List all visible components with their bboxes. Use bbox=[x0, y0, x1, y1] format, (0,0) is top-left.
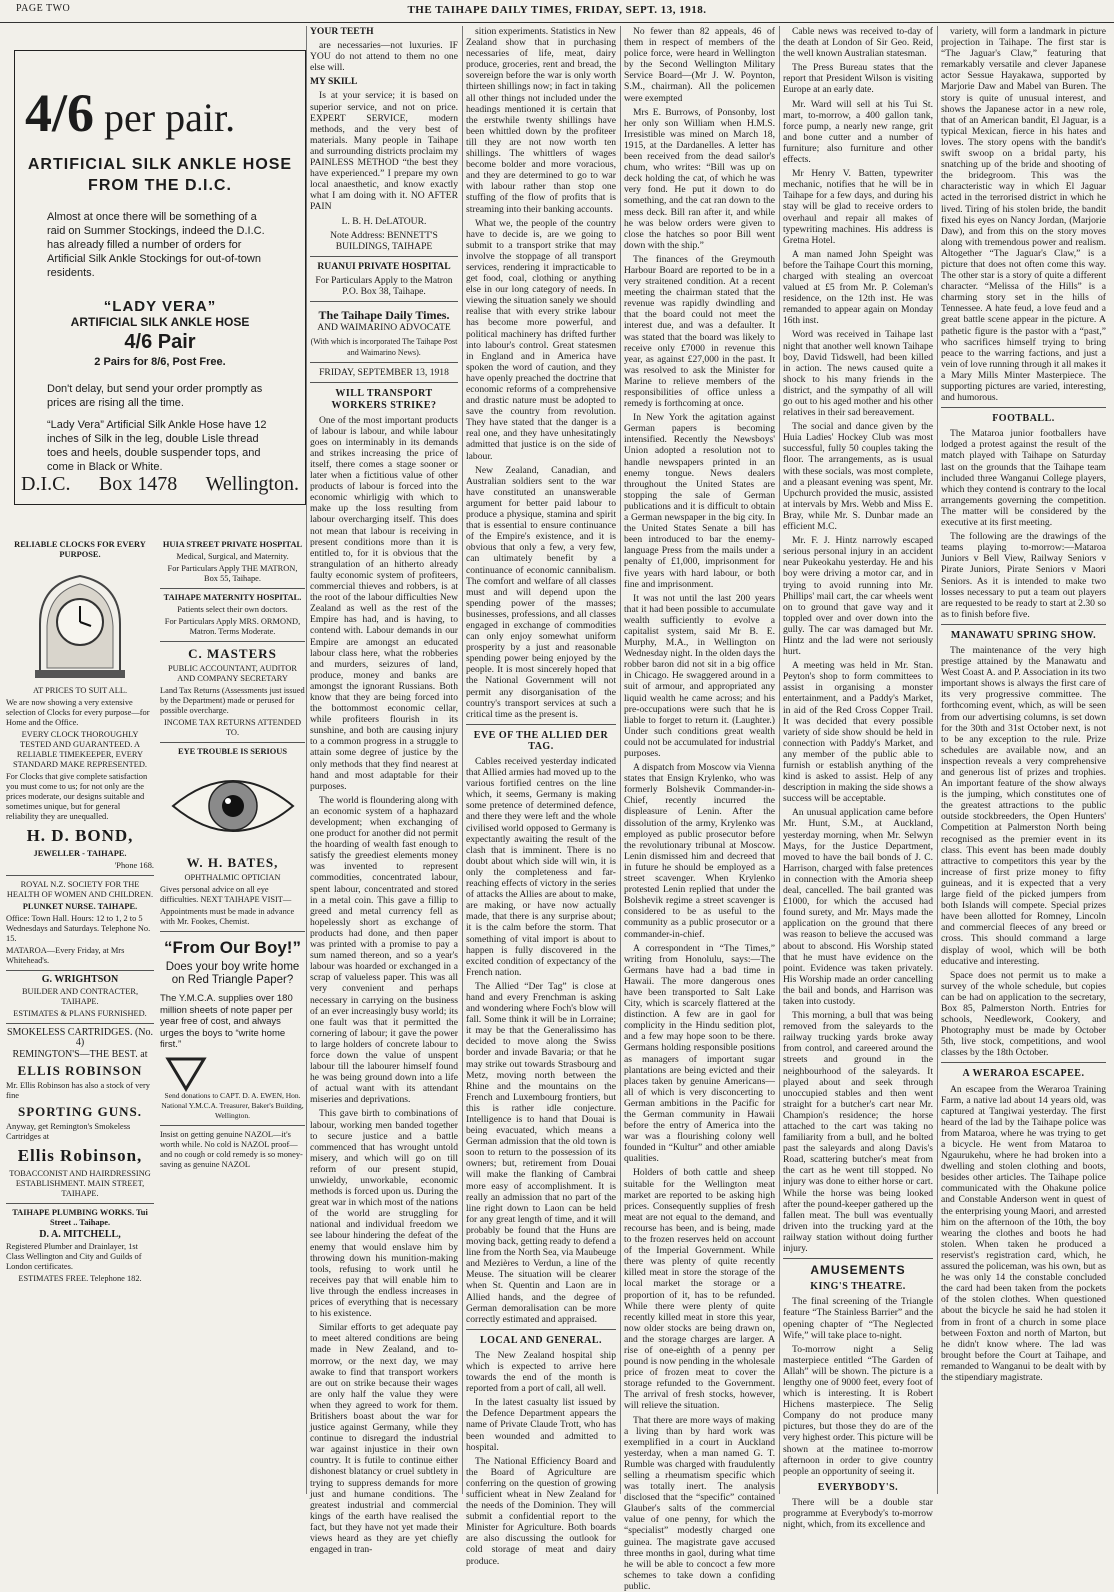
col6-p1: variety, will form a landmark in picture projection in Taihape. The first star is “The Jaguar's Claw,” featuring that remarkably versatile and clever Japanese actor Sessue Hayakawa, supported by Marjorie Daw and Mabel van Buren. The story is quite of unusual interest, and shows the Japanese actor in a new role, that of an American bandit, El Jaguar, is a typical Mexican, fierce in his hates and loves. The story opens with the bandit's swift swoop on a bridal party, his snatching up of the bride and shooting of the bridegroom. This was the characteristic way in which El Jaguar acted in the terrorised district in which he lived. Tiring of his stolen bride, the bandit fixed his eyes on Nancy Jordan, (Marjorie Daw), and from this on the story moves along with tremendous power and realism. Altogether “The Jaguar's Claw,” is a picture that does not often come this way. The other star is a story of quite a different character. “Melissa of the Hills” is a charming story set in the hills of Tennessee. A hate feud, a love feud and a great battle scene appear in the picture. A pathetic figure is the pastor with a “past,” who sacrifices himself trying to bring peace to the warring factions, and just a vein of love running through it all makes it a Mary Mills Minter Masterpiece. The supporting pictures are varied, interesting, and humorous. bbox=[941, 26, 1106, 404]
col3-p5: The Allied “Der Tag” is close at hand and every Frenchman is asking and wondering where Foch's blow will fall. Some think it will be in Lorraine; it may be that the Generalissimo has decided to move along the Swiss border and invade Bavaria; or that he may strike out towards Strasbourg and Metz, moving north between the Rhine and the mountains on the French and Luxembourg frontiers, but this is rather idle conjecture. Intelligence is to hand that Douai is being evacuated, which means a German admission that the old town is soon to return to the possession of its owners; but, retirement from Douai will make the flanking of Cambrai more easy of accomplishment. It is really an admission that no part of the line right down to Laon can be held for any great length of time, and it will probably be found that the Huns are moving back, getting ready to defend a line from the North Sea, via Maubeuge and Mezières to Verdun, a line of the Meuse. The situation will be clearer when St. Quentin and Laon are in Allied hands, and the degree of German demoralisation can be more correctly estimated and appraised. bbox=[466, 980, 616, 1325]
ymca-text: The Y.M.C.A. supplies over 180 million sheets of note paper per year free of cost, and always urges the boys to “write home first.” bbox=[160, 993, 293, 1050]
skill-text: Is at your service; it is based on superior service, and not on price. EXPERT SERVICE, modern methods, and the very best of materials. Many people in Taihape and surrounding districts proclaim my PAINLESS METHOD “the best they have experienced.” I prepare my own local anaesthetic, and know exactly what I am doing with it. NO AFTER PAIN bbox=[310, 90, 458, 213]
estimates-plans: ESTIMATES & PLANS FURNISHED. bbox=[13, 1009, 147, 1018]
column-rule bbox=[620, 26, 621, 1494]
col4-p1: No fewer than 82 appeals, 46 of them in respect of members of the police force, were heard in Wellington by the Second Wellington Military Service Board—(Mr J. W. Poynton, S.M., chairman). All the policemen were exempted bbox=[624, 26, 775, 104]
col4-p4: In New York the agitation against German papers is becoming intensified. Recently the Newsboys' Union adopted a resolution not to handle newspapers printed in an enemy tongue. News dealers throughout the United States are stopping the sale of German publications and it is difficult to obtain a German newspaper in the big city. In the United States Senate a bill has been introduced to bar the enemy-language Press from the mails under a penalty of £1,000, imprisonment for five years with hard labour, or both fine and imprisonment. bbox=[624, 412, 775, 590]
col5-p9: A meeting was held in Mr. Stan. Peyton's shop to form committees to assist in organising a monster entertainment, and a Paddy's Market, in aid of the Red Cross Copper Trail. It was decided that every possible variety of side show should be held in connection with Paddy's Market, and any member of the public able to furnish or establish anything of the kind is asked to assist. Help of any description in making the side shows a success will be acceptable. bbox=[783, 660, 933, 805]
ymca-send: Send donations to CAPT. D. A. EWEN, Hon. National Y.M.C.A. Treasurer, Baker's Building, Wellington. bbox=[161, 1090, 304, 1120]
col3-p2: What we, the people of the country have to decide is, are we going to submit to a transport strike that may involve the stoppage of all transport services, rendering it impracticable to get food, coal, clothing or anything else in our long category of needs. In viewing the situation sanely we should realise that with every strike labour has become more powerful, and political machinery has drifted further into labour's control. Great statesmen in England and in America have spoken the word of caution, and they have openly preached the doctrine that economic reforms of a comprehensive and drastic nature must be adopted to save the country from revolution. They have stated that the danger is a real one, and they have unhesitatingly admitted that justice is on the side of labour. bbox=[466, 217, 616, 462]
huia-hospital: HUIA STREET PRIVATE HOSPITAL bbox=[162, 540, 303, 549]
royal-society: ROYAL N.Z. SOCIETY FOR THE HEALTH OF WOMEN AND CHILDREN. bbox=[6, 880, 154, 899]
remington: REMINGTON'S—THE BEST. at bbox=[12, 1049, 148, 1060]
col4-p9: That there are more ways of making a living than by hard work was exemplified in a court in Auckland yesterday, when a man named G. T. Rumble was charged with fraudulently selling a rheumatism specific which was totally inert. The analysis disclosed that the “specific” contained Glauber's salts of the commercial value of one penny, for which the “specialist” modestly charged one guinea. The magistrate gave accused three months in gaol, during what time he will be able to concoct a few more schemes to take down a confiding public. bbox=[624, 1414, 775, 1592]
teeth-text: are necessaries—not luxuries. IF YOU do not attend to them no one else will. bbox=[310, 40, 458, 74]
col4-p5: It was not until the last 200 years that it had been possible to accumulate wealth sufficiently to evolve a capitalist system, said Mr B. E. Murphy, M.A., in Wellington on Wednesday night. In the olden days the robber baron did not sit in a big office in Chicago. He swaggered around in a suit of armour, and appropriated any liquid wealth he came across; and his pre-occupations were such that he is liable to forget to return it. (Laughter.) Under such conditions great wealth could not be accumulated for industrial purposes. bbox=[624, 592, 775, 759]
editorial-p4: Similar efforts to get adequate pay to meet altered conditions are being made in New Zealand, and to-morrow, or the next day, we may awake to find that transport workers are out on strike because their wages are only half the value they were when they agreed to work for them. Britishers boast about the war for justice against Germany, while they continue to disregard the industrial war against injustice in their own country. It is futile to continue either dishonest blatancy or cruel subtlety in trying to suppress demands for more just and humane conditions. The greatest industrial and commercial kings of the earth have realised the fact, but they have not yet made their views heard as they are yet chiefly engaged in tran- bbox=[310, 1322, 458, 1556]
masters-sub: PUBLIC ACCOUNTANT, AUDITOR AND COMPANY SECRETARY bbox=[167, 664, 298, 683]
plumbing-works: TAIHAPE PLUMBING WORKS. Tui Street .. Taihape. bbox=[12, 1208, 148, 1227]
huia-sub: Medical, Surgical, and Maternity. bbox=[176, 552, 289, 561]
ellis-robinson-2: Ellis Robinson, bbox=[17, 1146, 143, 1165]
col6-p3: The following are the drawings of the teams playing to-morrow:—Mataroa Juniors v Bell View, Railway Seniors v Pirate Juniors, Pirate Seniors v Maori Seniors. As it is intended to make two losses necessary to put a team out players are requested to be ready to start at 2.30 so as to finish before five. bbox=[941, 531, 1106, 620]
col5-p7: The social and dance given by the Huia Ladies' Hockey Club was most successful, fully 50 couples taking the floor. The arrangements, as is usual with these socials, was most complete, and a pleasant evening was spent, Mr. Upchurch provided the music, assisted at intervals by Mrs. Webb and Miss E. Bray, while Mr. S. Dunbar made an efficient M.C. bbox=[783, 421, 933, 533]
col5-p10: An unusual application came before Mr. Hunt, S.M., at Auckland, yesterday morning, when Mr. Selwyn Mays, for the Justice Department, moved to have the bail bonds of J. C. Harrison, charged with false pretences in connection with the Amoria sheep deal, cancelled. The bail granted was £1000, for which the accused had found surety, and Mr. Mays made the application on the ground that there was reason to believe the accused was about to abscond. His Worship stated that he must have evidence on the point. Evidence was taken privately. His Worship made an order cancelling the bail and bonds, and Harrison was taken into custody. bbox=[783, 807, 933, 1007]
col5-p1: Cable news was received to-day of the death at London of Sir Geo. Reid, the well known Australian statesman. bbox=[783, 26, 933, 60]
col4-p2: Mrs E. Burrows, of Ponsonby, lost her only son William when H.M.S. Irresistible was mined on March 18, 1915, at the Dardanelles. A letter has been received from the dead sailor's chum, who writes: “Bill was up on deck holding the cat, of which he was very fond. He put it down to do something, and the cat ran down to the mess deck. Bill ran after it, and while he was below orders were given to close the hatches so poor Bill went down with the ship.” bbox=[624, 106, 775, 251]
ad-body: Almost at once there will be something of a raid on Summer Stockings, indeed the D.I.C. has already filled a number of orders for Artificial Silk Ankle Stockings for out-of-town residents. bbox=[47, 211, 265, 279]
column-3 bbox=[466, 26, 616, 1567]
taihape-maternity: TAIHAPE MATERNITY HOSPITAL. bbox=[163, 593, 302, 602]
ad-footer: D.I.C. Box 1478 Wellington. bbox=[21, 473, 299, 495]
two-pairs-offer: 2 Pairs for 8/6, Post Free. bbox=[94, 356, 226, 368]
lady-vera-price: 4/6 Pair bbox=[124, 331, 196, 353]
wrightson: G. WRIGHTSON bbox=[41, 974, 119, 985]
bond-line: JEWELLER - TAIHAPE. bbox=[33, 849, 127, 858]
newspaper-title: THE TAIHAPE DAILY TIMES, FRIDAY, SEPT. 13, 1918. bbox=[407, 4, 707, 16]
red-triangle-icon bbox=[166, 1057, 206, 1091]
page-marker: PAGE TWO bbox=[16, 3, 71, 14]
ellis-robinson: ELLIS ROBINSON bbox=[17, 1063, 143, 1078]
paper-title: The Taihape Daily Times. bbox=[318, 308, 450, 323]
local-general-heading: LOCAL AND GENERAL. bbox=[479, 1334, 603, 1346]
eye-illustration bbox=[168, 761, 298, 851]
eye-trouble: EYE TROUBLE IS SERIOUS bbox=[178, 747, 287, 756]
taihape-maternity-sub: Patients select their own doctors. bbox=[177, 605, 288, 614]
col5-p11: This morning, a bull that was being removed from the saleyards to the railway trucking yards broke away from control, and careered around the streets and ground in the neighbourhood of the saleyards. It played about and seek through unoccupied stables and then went straight for a butcher's cart near Mr. Champion's residence; the horse attached to the cart was taking no familiarity from a bull, and he bolted past the saleyards and along Davis's Road, scattering butcher's meat from the cart as he went till stopped. No injury was done to either horse or cart. While the horse was being looked after the pound-keeper gathered up the fallen meat. The bull was eventually driven into the trucking yard at the railway station without doing further injury. bbox=[783, 1010, 933, 1255]
editorial-date: FRIDAY, SEPTEMBER 13, 1918 bbox=[319, 367, 449, 379]
col3-p4: Cables received yesterday indicated that Allied armies had moved up to the various fortified centres on the line which, it seems, Germany is making some pretence of determined defence, and there they were left and the whole civilised world opposed to Germany is expectantly awaiting the result of the clash that is imminent. There is no doubt about which side will win, it is only the completeness and far-reaching effects of victory in the series of attacks the Allies are about to make, are making, or have now actually made, that there is any surprise about; it is the calm before the storm. That something of vital import is about to happen is fully discovered in the excited condition of expectancy of the French nation. bbox=[466, 756, 616, 978]
wrightson-sub: BUILDER AND CONTRACTER, TAIHAPE. bbox=[21, 987, 139, 1006]
editorial-p1: One of the most important products of labour is labour, and while labour goes on interminably in its demands and strikes increasing the price of itself, there comes a stage sooner or later when a fictitious value of other products of labour is forced into the economic whirligig with which to make up the loss resulting from labour overcharging itself. This does not mean that labour is receiving in present conditions more than it is entitled to, for it is obvious that the strangulation of an hitherto already faulty economic system of profiteers, commercial thieves and robbers, is at the root of the labour difficulties New Zealand as well as the rest of the Empire has had, and is having, to contend with. Labour demands in our Empire are amongst an educated labour class here, what the robberies and murders, seizures of land, produce, money and banks are amongst the ignorant Russians. Both know that they are being forced into the bottommost economic cellar, while profiteers flourish in its sunshine, and both are causing injury to a common progress in a struggle to attain some degree of justice by the only methods that they find nearest at hand and most adaptable for their purposes. bbox=[310, 414, 458, 792]
tobacconist: TOBACCONIST AND HAIRDRESSING ESTABLISHMENT. MAIN STREET, TAIHAPE. bbox=[9, 1169, 151, 1198]
col5-p13: To-morrow night a Selig masterpiece entitled “The Garden of Allah” will be shown. The picture is a lengthy one of 9000 feet, every foot of which is interesting. It is Robert Hichens masterpiece. The Selig Company do not produce many pictures, but those they do are of the very highest order. This picture will be shown at the matinee to-morrow afternoon in order to give country people an opportunity of seeing it. bbox=[783, 1343, 933, 1477]
dentist-name: L. B. H. DeLATOUR. bbox=[341, 215, 427, 227]
amusements-heading: AMUSEMENTS bbox=[810, 1263, 906, 1278]
ad-body-2: Don't delay, but send your order promptly as prices are rising all the time. bbox=[47, 383, 263, 409]
ellis-text: Mr. Ellis Robinson has also a stock of very fine bbox=[6, 1081, 150, 1100]
plunket-nurse: PLUNKET NURSE. TAIHAPE. bbox=[22, 902, 138, 911]
col4-p6: A dispatch from Moscow via Vienna states that Ensign Krylenko, who was formerly Bolshevik Commander-in-Chief, recently incurred the displeasure of Lenin. After the dissolution of the army, Krylenko was employed as public prosecutor before the revolutionary tribunal at Moscow. Lenin dismissed him and decreed that in future he should be employed as a street scavenger. When Krylenko protested Lenin replied that under the Bolshevik regime a street scavenger is considered to be as useful to the community as a public prosecutor or a commander-in-chief. bbox=[624, 762, 775, 940]
column-rule bbox=[306, 26, 307, 1494]
paper-subtitle: AND WAIMARINO ADVOCATE bbox=[317, 322, 451, 334]
col5-p4: Mr Henry V. Batten, typewriter mechanic, notifies that he will be in Taihape for a few days, and during his stay will be glad to receive orders to overhaul and repair all makes of typewriting machines. His address is Gretna Hotel. bbox=[783, 168, 933, 246]
col5-p2: The Press Bureau states that the report that President Wilson is visiting Europe at an early date. bbox=[783, 62, 933, 96]
col5-p8: Mr. F. J. Hintz narrowly escaped serious personal injury in an accident near Pukeokahu yesterday. He and his boy were driving a motor car, and in trying to avoid running into Mr. Phillips' mail cart, the car wheels went on to ground that gave way and it toppled over and over down into the gully. The car was damaged but Mr. Hintz and the lad were not seriously hurt. bbox=[783, 535, 933, 658]
column-5 bbox=[783, 26, 933, 1531]
ad-price: 4/6 per pair. bbox=[25, 83, 236, 143]
masters-name: C. MASTERS bbox=[188, 646, 277, 661]
col3-p8: The National Efficiency Board and the Board of Agriculture are conferring on the question of growing sufficient wheat in New Zealand for the needs of the Dominion. They will submit a confidential report to the Minister for Agriculture. Both boards are also discussing the outlook for cold storage of meat and dairy produce. bbox=[466, 1455, 616, 1567]
column-rule bbox=[937, 26, 938, 1494]
col5-p3: Mr. Ward will sell at his Tui St. mart, to-morrow, a 400 gallon tank, force pump, a nearly new range, grit and bone cutter and a number of furniture; also furniture and other effects. bbox=[783, 98, 933, 166]
bates-sub: OPHTHALMIC OPTICIAN bbox=[184, 873, 281, 882]
dic-advertisement bbox=[14, 50, 306, 505]
col4-p3: The finances of the Greymouth Harbour Board are reported to be in a very straitened condition. At a recent meeting the chairman stated that the revenue was rapidly dwindling and that the board could not meet the interest due, and was a defaulter. It was stated that the board was likely to receive only £7000 in revenue this year, as against £27,000 in the past. It was resolved to ask the Minister for Marine to relieve members of the responsibilities of office unless a remedy is forthcoming at once. bbox=[624, 253, 775, 410]
clocks-text: We are now showing a very extensive selection of Clocks for every purpose—for Home and the Office. bbox=[6, 698, 150, 727]
bates-text: Gives personal advice on all eye difficulties. NEXT TAIHAPE VISIT— bbox=[160, 885, 292, 904]
kings-theatre-heading: KING'S THEATRE. bbox=[810, 1281, 906, 1293]
anyway-text: Anyway, get Remington's Smokeless Cartridges at bbox=[6, 1122, 131, 1141]
col3-p7: In the latest casualty list issued by the Defence Department appears the name of Private Claude Trott, who has been wounded and admitted to hospital. bbox=[466, 1397, 616, 1453]
col6-p4: The maintenance of the very high prestige attained by the Manawatu and West Coast A. and P. Association in its two important shows is always the first care of its very progressive committee. The forthcoming event, which, as will be seen from our advertising columns, is set down for the 30th and 31st October next, is not to be any exception to the rule. Prize schedules are available now, and an inspection reveals a very comprehensive and generous list of prizes and trophies. An important feature of the show always is the jumping, which constitutes one of the greatest attractions to the public outside stockbreeders, the Open Hunters' Competition at Palmerston North being recognised as the premier event in its class. This event has been made doubly attractive to competitors this year by the increase of first prize money to fifty guineas, and it is expected that a very large field of the picked jumpers from both Islands will compete. Special prizes have been allotted for Romney, Lincoln and commercial fleeces of any breed or cross. This should command a large display of wool, which will be both educative and interesting. bbox=[941, 644, 1106, 967]
bond-phone: 'Phone 168. bbox=[114, 861, 154, 870]
column-6 bbox=[941, 26, 1106, 1494]
dentist-address: Note Address: BENNETT'S BUILDINGS, TAIHAPE bbox=[330, 229, 438, 252]
clocks-heading: RELIABLE CLOCKS FOR EVERY PURPOSE. bbox=[14, 540, 146, 559]
editorial-p3: This gave birth to combinations of labour, working men banded together to secure justice and a battle commenced that has wrought untold misery, and which will go on till reform of our present stupid, unwieldy, unworkable, economic methods is forced upon us. During the great war in which most of the nations of the world are struggling for national and individual freedom we see labour hindering the defeat of the enemy that would enslave him by throwing down his munition-making tools, refusing to work until he receives pay that will enable him to live through the endless increases in prices of everything that is necessary to his existence. bbox=[310, 1108, 458, 1320]
smokeless-cartridges: SMOKELESS CARTRIDGES. (No. 4) bbox=[6, 1027, 154, 1048]
col5-p6: Word was received in Taihape last night that another well known Taihape boy, David Tidswell, had been killed in action. The news caused quite a shock to his many friends in the district, and the sympathy of all will go out to his aged mother and his other relatives in their sad bereavement. bbox=[783, 329, 933, 419]
ruanui-text: For Particulars Apply to the Matron P.O. Box 38, Taihape. bbox=[315, 274, 453, 297]
column-2 bbox=[310, 26, 458, 1556]
from-our-boy-sub: Does your boy write home on Red Triangle Paper? bbox=[165, 961, 300, 986]
bond-name: H. D. BOND, bbox=[26, 826, 134, 845]
land-tax: Land Tax Returns (Assessments just issued by the Department) made or perused for possible overcharge. bbox=[160, 686, 305, 715]
col6-p5: Space does not permit us to make a survey of the whole schedule, but copies can be had on application to the secretary, Box 85, Palmerston North. Entries for schools, Needlework, Cookery, and Photography must be made by October 5th, live stock, competitions, and wool classes by the 18th October. bbox=[941, 969, 1106, 1059]
col5-p5: A man named John Speight was before the Taihape Court this morning, charged with stealing an overcoat valued at £5 from Mr. P. Coleman's residence, on the 12th inst. He was remanded to appear again on Monday 16th inst. bbox=[783, 248, 933, 327]
taihape-apply: For Particulars Apply MRS. ORMOND, Matron. Terms Moderate. bbox=[164, 617, 301, 636]
huia-apply: For Particulars Apply THE MATRON, Box 55, Taihape. bbox=[167, 564, 298, 583]
column-rule bbox=[462, 26, 463, 1494]
col5-p12: The final screening of the Triangle feature “The Stainless Barrier” and the opening chapter of “The Neglected Wife,” will take place to-night. bbox=[783, 1296, 933, 1341]
col5-p14: There will be a double star programme at Everybody's to-morrow night, which, from its excellence and bbox=[783, 1496, 933, 1531]
clocks-prices: AT PRICES TO SUIT ALL. bbox=[32, 686, 128, 695]
football-heading: FOOTBALL. bbox=[992, 413, 1055, 425]
weraroa-heading: A WERAROA ESCAPEE. bbox=[962, 1068, 1085, 1080]
spring-show-heading: MANAWATU SPRING SHOW. bbox=[950, 629, 1097, 641]
editorial-heading: WILL TRANSPORT WORKERS STRIKE? bbox=[331, 388, 437, 411]
allied-der-tag-heading: EVE OF THE ALLIED DER TAG. bbox=[473, 729, 609, 752]
skill-heading: MY SKILL bbox=[310, 76, 358, 88]
column-rule bbox=[779, 26, 780, 1494]
estimates-free: ESTIMATES FREE. Telephone 182. bbox=[18, 1274, 142, 1283]
ads-column-a bbox=[6, 540, 154, 1495]
col6-p2: The Mataroa junior footballers have lodged a protest against the result of the match played with Taihape on Saturday last on the grounds that the Taihape team included three Wanganui College players, which they contend is contrary to the local arrangements governing the competition. The matter will be considered by the executive at its first meeting. bbox=[941, 428, 1106, 529]
sporting-guns: SPORTING GUNS. bbox=[17, 1104, 143, 1119]
clocks-guarantee: EVERY CLOCK THOROUGHLY TESTED AND GUARANTEED. A RELIABLE TIMEKEEPER, EVERY STANDARD MAKE REPRESENTED. bbox=[12, 730, 148, 769]
income-tax: INCOME TAX RETURNS ATTENDED TO. bbox=[163, 718, 302, 737]
ad-body-3: “Lady Vera” Artificial Silk Ankle Hose have 12 inches of Silk in the leg, double Lisle thread toes and heels, double suspender tops, and come in Black or White. bbox=[47, 419, 267, 473]
column-4 bbox=[624, 26, 775, 1592]
everybodys-heading: EVERYBODY'S. bbox=[817, 1481, 899, 1493]
mitchell: D. A. MITCHELL, bbox=[39, 1229, 121, 1240]
col3-p1: sition experiments. Statistics in New Zealand show that in purchasing necessaries of life, meat, dairy produce, groceries, rent and bread, the sovereign before the war is only worth thirteen shillings now; in fact in taking all other things not included under the headings mentioned it is certain that the erstwhile twenty shillings have been whittled down by the profiteer till they are not now worth ten shillings. The whittlers of wages become bolder and more voracious, and they are determined to go to war with labour rather than stop one stuffing of the flow of profits that is streaming into their banking accounts. bbox=[466, 26, 616, 215]
col4-p7: A correspondent in “The Times,” writing from Honolulu, says:—The Germans have had a bad time in Hawaii. The more dangerous ones have been transported to Salt Lake City, which is scarcely flattered at the distinction. A few are in gaol for complicity in the Hindu sedition plot, and a few may hope soon to be there. Germans holding responsible positions as managers of important sugar plantations are being evicted and their places taken by genuine Americans—all of which is very disconcerting to German ambitions in the Pacific for the German community in Hawaii before the entry of America into the war was a flourishing colony well founded in “Kultur” and other amiable qualities. bbox=[624, 942, 775, 1165]
clock-illustration bbox=[25, 564, 135, 682]
mitchell-text: Registered Plumber and Drainlayer, 1st Class Wellington and City and Guilds of London certificates. bbox=[6, 1242, 142, 1271]
ruanui-hospital: RUANUI PRIVATE HOSPITAL bbox=[317, 260, 451, 272]
from-our-boy: “From Our Boy!” bbox=[164, 938, 301, 957]
bates-text-2: Appointments must be made in advance with Mr. Fookes, Chemist. bbox=[160, 907, 295, 926]
col4-p8: Holders of both cattle and sheep suitable for the Wellington meat market are reported to be asking high prices. Consequently supplies of fresh meat are not equal to the demand, and recourse has been, and is being, made to the frozen reserves held on account of the Imperial Government. While there was plenty of quite recently killed meat in store the storage of the local market the storage or a proportion of it, has to be refunded. While there were plenty of quite recently killed meat in store this year, now older stocks are being drawn on, and the storage charges are larger. A rise of one-eighth of a penny per pound is now pending in the wholesale price of frozen meat to cover the storage refunded to the Government. The arrival of fresh stocks, however, will relieve the situation. bbox=[624, 1167, 775, 1412]
lady-vera-title: “LADY VERA” bbox=[103, 298, 217, 315]
nazol-ad: Insist on getting genuine NAZOL—it's worth while. No cold is NAZOL proof—and no cough or cold remedy is so money-saving as genuine NAZOL bbox=[160, 1129, 303, 1169]
plunket-text: Office: Town Hall. Hours: 12 to 1, 2 to 5 Wednesdays and Saturdays. Telephone No. 15. bbox=[6, 914, 151, 943]
paper-note: (With which is incorporated The Taihape Post and Waimarino News). bbox=[310, 337, 458, 358]
editorial-p2: The world is floundering along with an economic system of a haphazard development; when exchanging of one product for another did not permit the hoarding of wealth fast enough to satisfy the greediest elements money was invented to represent commodities, concentrated labour, spent labour, concentrated and stored in a metal coin. This gave a fillip to greed and metal currency fell as hopelessly short as exchange of products had done, and then paper was printed with a promise to pay a sum named thereon, and so a year's labour was hoarded or exchanged in a scrap of valueless paper. This was all very convenient and perhaps necessary in carrying on the business of an ever increasingly busy world; its one fault was that it permitted the cornering of labour; it gave the power to large holders of concrete labour to force down the value of unspent labour till the labourer himself found he was being ground down into a life of actual want with its attendant miseries and deprivations. bbox=[310, 794, 458, 1106]
mataroa-text: MATAROA—Every Friday, at Mrs Whitehead's. bbox=[6, 946, 125, 965]
ad-headline: ARTIFICIAL SILK ANKLE HOSE FROM THE D.I.C. bbox=[27, 156, 293, 194]
clocks-text-2: For Clocks that give complete satisfaction you must come to us; for not only are the prices moderate, our designs suitable and sometimes unique, but for general reliability they are unequalled. bbox=[6, 772, 148, 821]
masthead bbox=[0, 0, 1114, 23]
col6-p6: An escapee from the Weraroa Training Farm, a native lad about 14 years old, was captured at Tangiwai yesterday. The first heard of the lad by the Taihape police was from Mataroa, where he was trying to get a bicycle. He went from Mataroa to Ngaurukehu, where he had broken into a dwelling and stolen clothing and boots, besides other articles. The Taihape police communicated with the Ohakune police and Constable Anderson went in quest of the enterprising young Maori, and arrested him on the afternoon of the 10th, the boy wearing the clothes and boots he had stolen. When taken he produced a reservist's registration card, which, he assured the policeman, was his own, but as he was only 14 the constable concluded the card had been taken from the pockets of the stolen clothes. When questioned about the bicycle he said he had stolen it from in front of a church in some place between Foxton and north of Marton, but he didn't know where. The lad was brought before the Court at Taihape, and remanded to Wanganui to be dealt with by the stipendiary magistrate. bbox=[941, 1083, 1106, 1383]
col3-p6: The New Zealand hospital ship which is expected to arrive here towards the end of the month is reported from a port of call, all well. bbox=[466, 1349, 616, 1395]
teeth-heading: YOUR TEETH bbox=[310, 26, 374, 37]
bates-name: W. H. BATES, bbox=[186, 855, 279, 870]
col3-p3: New Zealand, Canadian, and Australian soldiers sent to the war have constituted an unanswerable argument for better paid labour to produce a physique, stamina and spirit that is essential to ensure continuance of the Empire's existence, and it is obvious that only a few, a very few, can ultimately benefit by a continuance of economic cannibalism. The comfort and welfare of all classes must and will depend upon the spending power of the masses; businesses, professions, and all classes engaged in exchange of commodities can only enjoy somewhat uniform prosperity by a just and reasonable spending power being enjoyed by the people. It is most sincerely hoped that the National Government will not permit any disorganisation of the country's transport services at such a critical time as the present is. bbox=[466, 464, 616, 720]
lady-vera-sub: ARTIFICIAL SILK ANKLE HOSE bbox=[70, 315, 250, 329]
ads-column-b bbox=[160, 540, 305, 1495]
